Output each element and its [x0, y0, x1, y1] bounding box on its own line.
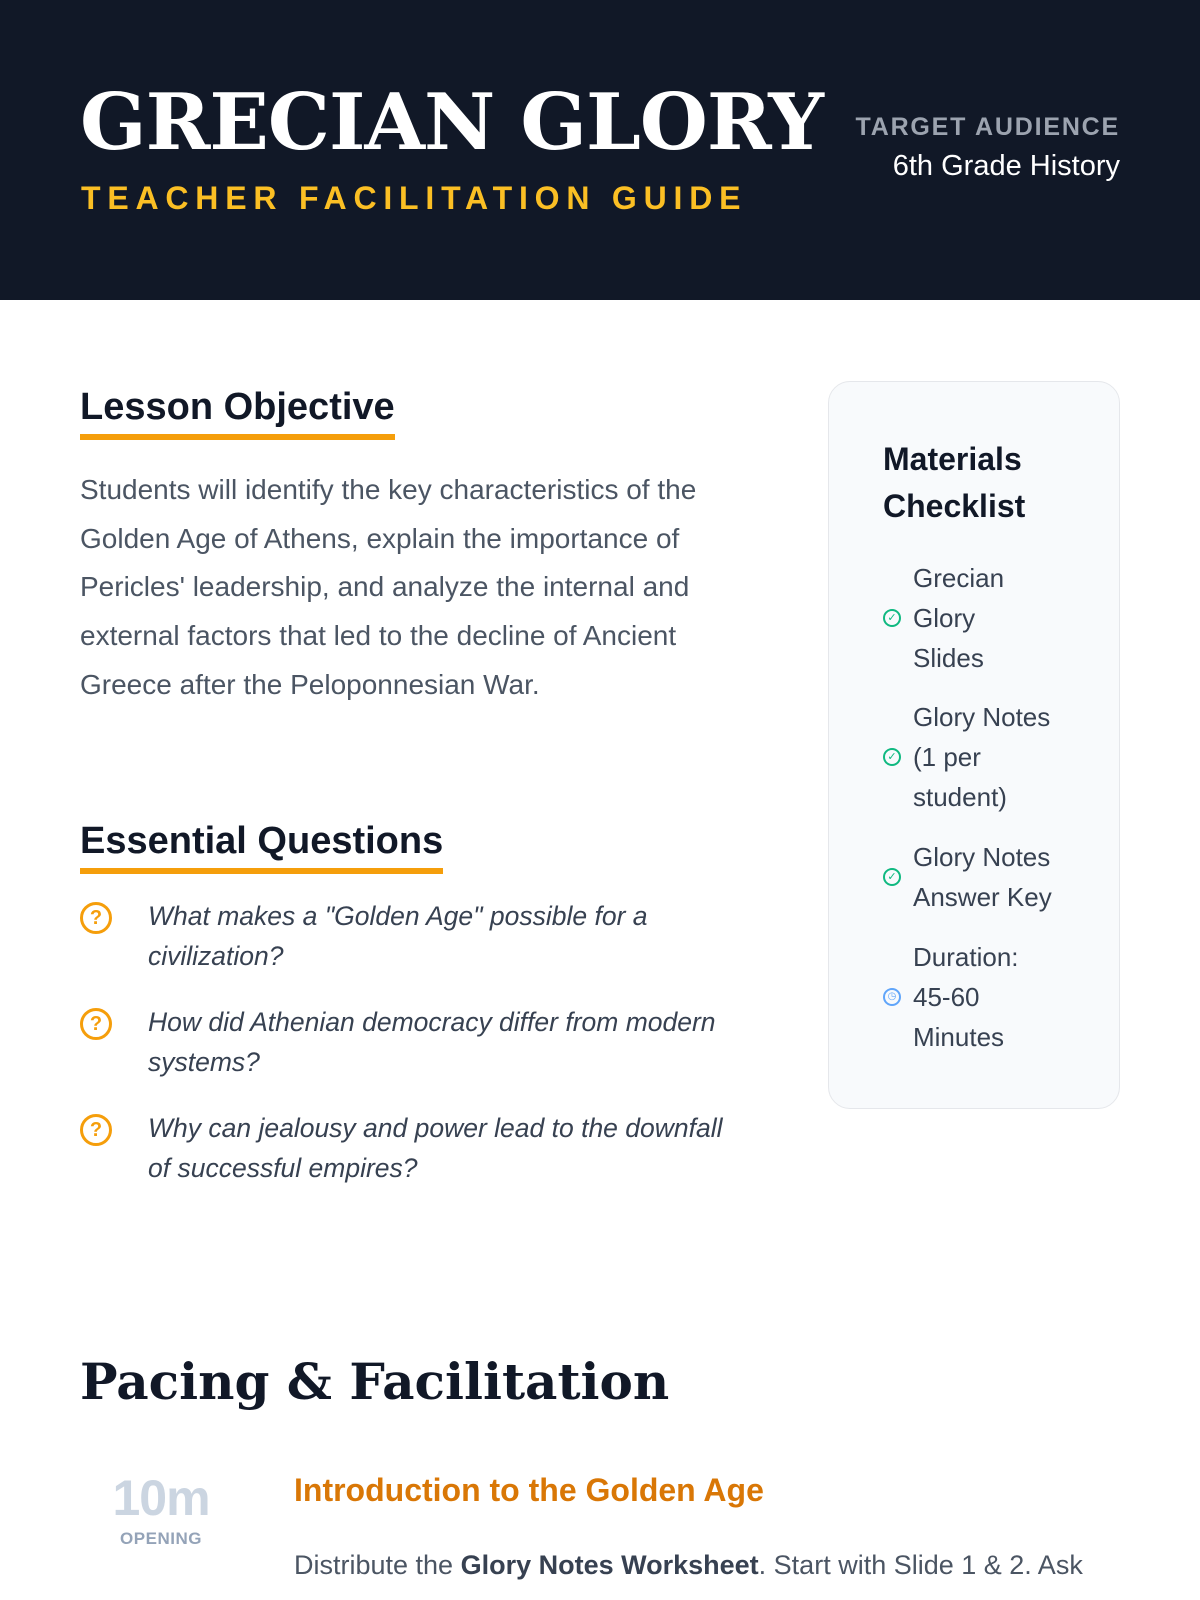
- materials-item-label: Glory Notes (1 per student): [913, 702, 1051, 812]
- question-circle-icon: ?: [80, 1114, 112, 1146]
- page-title: GRECIAN GLORY: [80, 77, 823, 168]
- materials-heading: Materials Checklist: [883, 441, 1026, 524]
- step-text-bold: Glory Notes Worksheet: [460, 1550, 759, 1580]
- question-circle-icon: ?: [80, 1008, 112, 1040]
- objective-text: Students will identify the key characteristics of the Golden Age of Athens, explain the importance of Pericles' leadership, and analyze the internal and external factors that led to the decline of Ancient Greece after the Peloponnesian War.: [80, 474, 697, 700]
- page-subtitle: TEACHER FACILITATION GUIDE: [81, 180, 748, 216]
- question-text: How did Athenian democracy differ from modern systems?: [148, 1007, 716, 1077]
- step-phase: OPENING: [120, 1529, 202, 1548]
- check-circle-icon: ✓: [883, 609, 901, 627]
- pacing-heading: Pacing & Facilitation: [80, 1352, 670, 1411]
- objective-heading: Lesson Objective: [80, 384, 395, 440]
- materials-item-label: Duration: 45-60 Minutes: [913, 942, 1019, 1052]
- materials-item-label: Glory Notes Answer Key: [913, 842, 1052, 912]
- question-item: [80, 1108, 740, 1188]
- question-item: [80, 896, 740, 976]
- step-time: 10m: [112, 1470, 210, 1526]
- step-text-after: . Start with Slide 1 & 2. Ask: [758, 1550, 1083, 1580]
- check-circle-icon: ✓: [883, 868, 901, 886]
- question-circle-icon: ?: [80, 902, 112, 934]
- question-text: What makes a "Golden Age" possible for a civilization?: [148, 901, 648, 971]
- clock-icon: ◷: [883, 988, 901, 1006]
- check-circle-icon: ✓: [883, 748, 901, 766]
- audience-value: 6th Grade History: [892, 150, 1120, 182]
- audience-label: TARGET AUDIENCE: [855, 113, 1120, 141]
- step-text: [294, 1540, 1134, 1590]
- question-text: Why can jealousy and power lead to the downfall of successful empires?: [148, 1113, 723, 1183]
- questions-list: [80, 896, 740, 1214]
- step-title: Introduction to the Golden Age: [294, 1472, 764, 1508]
- materials-card: [828, 381, 1120, 1109]
- question-item: [80, 1002, 740, 1082]
- header-banner: [0, 0, 1200, 300]
- materials-item-label: Grecian Glory Slides: [913, 563, 1005, 673]
- questions-heading: Essential Questions: [80, 818, 443, 874]
- step-text-before: Distribute the: [294, 1550, 461, 1580]
